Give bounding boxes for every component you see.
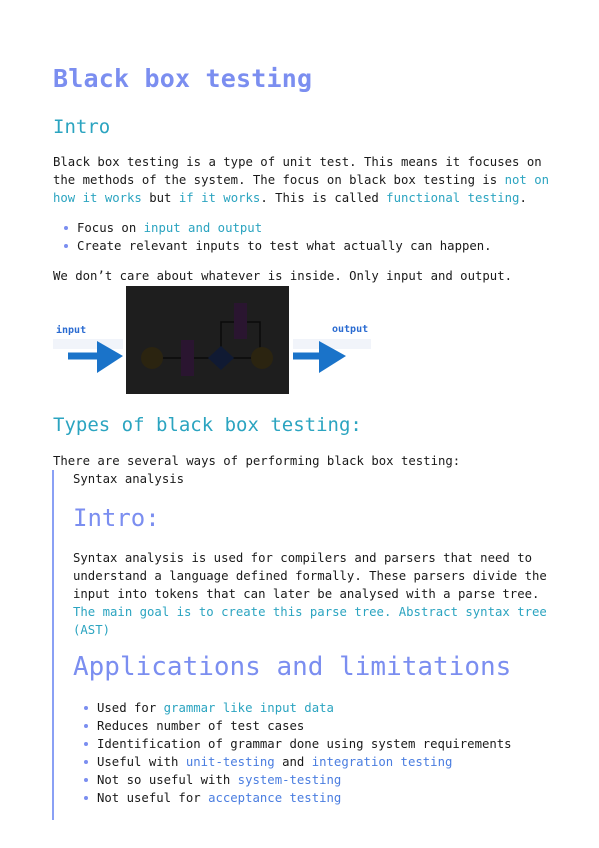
intro-heading: Intro — [53, 116, 111, 138]
blockquote-bar — [52, 470, 54, 820]
highlight-not-on: not on — [504, 173, 550, 187]
black-box-diagram-svg — [53, 286, 373, 394]
types-lead: There are several ways of performing black box testing: — [53, 454, 461, 468]
types-heading: Types of black box testing: — [53, 414, 362, 436]
syntax-intro-heading: Intro: — [73, 504, 160, 532]
intro-paragraph-line-2: the methods of the system. The focus on black box testing is not on — [53, 173, 550, 187]
syntax-analysis-item: Syntax analysis — [73, 472, 185, 486]
list-item: Create relevant inputs to test what actually can happen. — [53, 237, 492, 255]
syntax-paragraph-line-3: input into tokens that can later be analysed with a parse tree. — [73, 587, 540, 601]
list-item: Focus on input and output — [53, 219, 492, 237]
list-item: Reduces number of test cases — [73, 717, 512, 735]
intro-bullet-list — [53, 219, 492, 255]
inner-node-left — [141, 347, 163, 369]
highlight-functional-testing: functional testing — [386, 191, 520, 205]
list-item: Identification of grammar done using system requirements — [73, 735, 512, 753]
list-item: Useful with unit-testing and integration testing — [73, 753, 512, 771]
inner-node-right — [251, 347, 273, 369]
inner-bar-2 — [234, 303, 247, 339]
page-title: Black box testing — [53, 64, 313, 93]
syntax-paragraph-line-4: The main goal is to create this parse tree. Abstract syntax tree — [73, 605, 547, 619]
syntax-paragraph-line-1: Syntax analysis is used for compilers and parsers that need to — [73, 551, 533, 565]
black-box-diagram — [53, 286, 373, 394]
intro-paragraph-line-1: Black box testing is a type of unit test. This means it focuses on — [53, 155, 542, 169]
syntax-paragraph-line-5: (AST) — [73, 623, 111, 637]
black-box — [126, 286, 289, 394]
applications-list — [73, 699, 512, 807]
intro-paragraph-2: We don’t care about whatever is inside. Only input and output. — [53, 269, 513, 283]
input-label: input — [56, 325, 87, 336]
output-label: output — [332, 324, 369, 335]
intro-paragraph-line-3: how it works but if it works. This is called functional testing. — [53, 191, 527, 205]
applications-heading: Applications and limitations — [73, 652, 512, 682]
list-item: Used for grammar like input data — [73, 699, 512, 717]
syntax-paragraph-line-2: understand a language defined formally. These parsers divide the — [73, 569, 547, 583]
list-item: Not so useful with system-testing — [73, 771, 512, 789]
list-item: Not useful for acceptance testing — [73, 789, 512, 807]
inner-bar-1 — [181, 340, 194, 376]
